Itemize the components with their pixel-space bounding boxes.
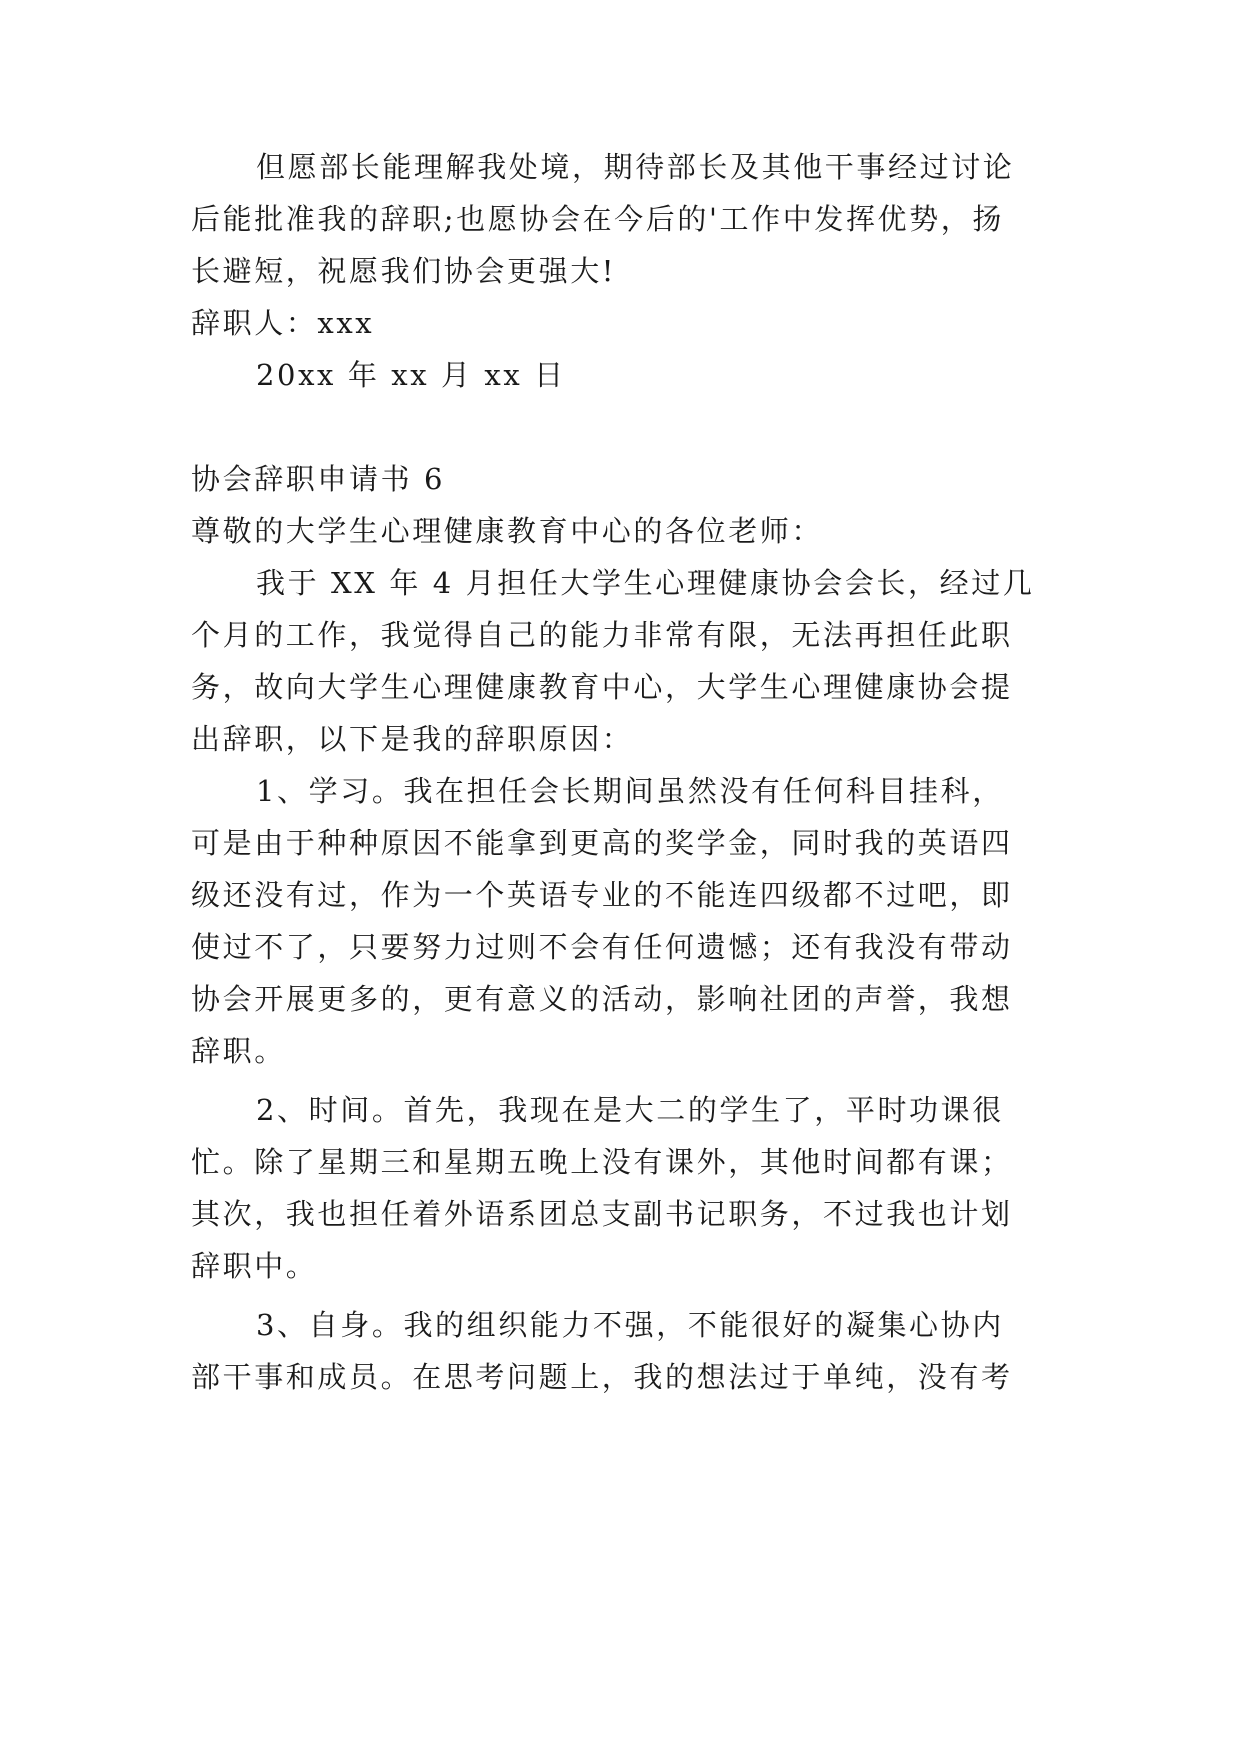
reason2-line-1: 2、时间。首先，我现在是大二的学生了，平时功课很 (256, 1093, 1004, 1127)
salutation: 尊敬的大学生心理健康教育中心的各位老师： (191, 514, 824, 548)
reason1-line-1: 1、学习。我在担任会长期间虽然没有任何科目挂科， (256, 774, 1004, 808)
reason2-line-3: 其次，我也担任着外语系团总支副书记职务，不过我也计划 (191, 1197, 1013, 1231)
section-title: 协会辞职申请书 6 (191, 462, 446, 496)
reason3-line-1: 3、自身。我的组织能力不强，不能很好的凝集心协内 (256, 1308, 1004, 1342)
reason2-line-2: 忙。除了星期三和星期五晚上没有课外，其他时间都有课； (191, 1145, 1013, 1179)
closing-line-1: 但愿部长能理解我处境，期待部长及其他干事经过讨论 (256, 150, 1015, 184)
date-line: 20xx 年 xx 月 xx 日 (256, 358, 566, 392)
signer-line: 辞职人：xxx (191, 306, 375, 340)
reason1-line-3: 级还没有过，作为一个英语专业的不能连四级都不过吧，即 (191, 878, 1013, 912)
reason1-line-2: 可是由于种种原因不能拿到更高的奖学金，同时我的英语四 (191, 826, 1013, 860)
reason1-line-5: 协会开展更多的，更有意义的活动，影响社团的声誉，我想 (191, 982, 1013, 1016)
closing-line-2: 后能批准我的辞职;也愿协会在今后的'工作中发挥优势，扬 (191, 202, 1004, 236)
reason2-line-4: 辞职中。 (191, 1249, 318, 1283)
closing-line-3: 长避短，祝愿我们协会更强大! (191, 254, 617, 288)
intro-line-2: 个月的工作，我觉得自己的能力非常有限，无法再担任此职 (191, 618, 1013, 652)
intro-line-3: 务，故向大学生心理健康教育中心，大学生心理健康协会提 (191, 670, 1013, 704)
reason1-line-6: 辞职。 (191, 1034, 286, 1068)
intro-line-1: 我于 XX 年 4 月担任大学生心理健康协会会长，经过几 (256, 566, 1035, 600)
reason1-line-4: 使过不了，只要努力过则不会有任何遗憾；还有我没有带动 (191, 930, 1013, 964)
reason3-line-2: 部干事和成员。在思考问题上，我的想法过于单纯，没有考 (191, 1360, 1013, 1394)
intro-line-4: 出辞职，以下是我的辞职原因： (191, 722, 634, 756)
